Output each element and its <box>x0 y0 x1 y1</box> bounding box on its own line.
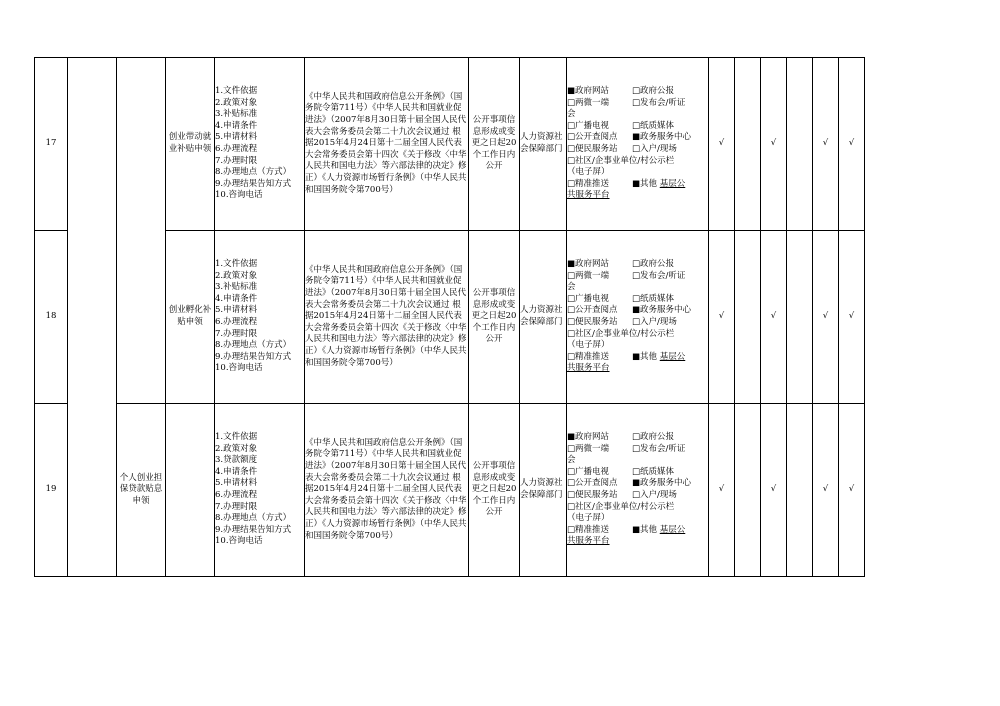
list-item: 10.咨询电话 <box>215 363 263 374</box>
list-item: 10.咨询电话 <box>215 190 263 201</box>
legal-basis: 《中华人民共和国政府信息公开条例》（国务院令第711号）《中华人民共和国就业促进法》（2007年8月30日第十届全国人民代表大会常务委员会第二十九次会议通过 根据2015年4月24日第十二届全国人民代表大会常务委员会第十四次《关于修改〈中华人民共和国电力法〉等六部法律的决定》修正）《人力资源市场暂行条例》（中华人民共和国国务院令第700号） <box>305 404 469 577</box>
check-mark: √ <box>813 404 839 577</box>
responsible-department: 人力资源社会保障部门 <box>520 231 567 404</box>
list-item: 5.申请材料 <box>215 478 258 489</box>
list-item: 4.申请条件 <box>215 293 258 304</box>
responsible-department: 人力资源社会保障部门 <box>520 58 567 231</box>
check-mark: √ <box>839 58 865 231</box>
subcategory-name: 个人创业担保贷款贴息申领 <box>117 404 166 577</box>
subcategory-cell <box>117 58 166 404</box>
list-item: 6.办理流程 <box>215 490 258 500</box>
list-item: 9.办理结果告知方式 <box>215 351 292 362</box>
list-item: 8.办理地点（方式） <box>215 513 292 524</box>
list-item: 9.办理结果告知方式 <box>215 178 292 189</box>
list-item: 6.办理流程 <box>215 144 258 154</box>
list-item: 5.申请材料 <box>215 305 258 316</box>
disclosure-channels: ■政府网站 □政府公报 □两微一端 □发布会/听证 会 □广播电视 □纸质媒体 □公开查阅点 ■政务服务中心 □便民服务站 □入户/现场 □社区/企事业单位/村公示栏 （电子屏） □精准推送 ■其他 基层公 共服务平台 <box>567 231 709 404</box>
list-item: 2.政策对象 <box>215 443 258 454</box>
row-number: 19 <box>35 404 68 577</box>
list-item: 9.办理结果告知方式 <box>215 524 292 535</box>
legal-basis: 《中华人民共和国政府信息公开条例》（国务院令第711号）《中华人民共和国就业促进法》（2007年8月30日第十届全国人民代表大会常务委员会第二十九次会议通过 根据2015年4月24日第十二届全国人民代表大会常务委员会第十四次《关于修改〈中华人民共和国电力法〉等六部法律的决定》修正）《人力资源市场暂行条例》（中华人民共和国国务院令第700号） <box>305 58 469 231</box>
check-mark: √ <box>709 404 735 577</box>
list-item: 1.文件依据 <box>215 259 258 270</box>
list-item: 7.办理时限 <box>215 155 258 166</box>
check-mark: √ <box>709 231 735 404</box>
list-item: 1.文件依据 <box>215 86 258 97</box>
list-item: 4.申请条件 <box>215 120 258 131</box>
table-row <box>35 58 865 231</box>
row-number: 17 <box>35 58 68 231</box>
row-number: 18 <box>35 231 68 404</box>
disclosure-table <box>34 57 865 577</box>
list-item: 7.办理时限 <box>215 328 258 339</box>
category-cell <box>68 58 117 577</box>
check-mark: √ <box>813 58 839 231</box>
list-item: 10.咨询电话 <box>215 536 263 547</box>
list-item: 4.申请条件 <box>215 466 258 477</box>
disclosure-channels: ■政府网站 □政府公报 □两微一端 □发布会/听证 会 □广播电视 □纸质媒体 □公开查阅点 ■政务服务中心 □便民服务站 □入户/现场 □社区/企事业单位/村公示栏 （电子屏） □精准推送 ■其他 基层公 共服务平台 <box>567 404 709 577</box>
check-mark: √ <box>839 404 865 577</box>
list-item: 8.办理地点（方式） <box>215 340 292 351</box>
item-name: 创业带动就业补贴申领 <box>166 58 215 231</box>
list-item: 3.贷款额度 <box>215 455 258 466</box>
check-mark: √ <box>761 231 787 404</box>
disclosure-items <box>215 231 305 404</box>
table-row <box>35 404 865 577</box>
item-name <box>166 404 215 577</box>
check-mark: √ <box>813 231 839 404</box>
check-mark <box>735 231 761 404</box>
list-item: 3.补贴标准 <box>215 282 258 293</box>
disclosure-channels: ■政府网站 □政府公报 □两微一端 □发布会/听证 会 □广播电视 □纸质媒体 □公开查阅点 ■政务服务中心 □便民服务站 □入户/现场 □社区/企事业单位/村公示栏 （电子屏） □精准推送 ■其他 基层公 共服务平台 <box>567 58 709 231</box>
check-mark: √ <box>709 58 735 231</box>
disclosure-items <box>215 404 305 577</box>
disclosure-time: 公开事项信息形成或变更之日起20个工作日内公开 <box>469 58 520 231</box>
list-item: 5.申请材料 <box>215 132 258 143</box>
check-mark <box>787 231 813 404</box>
list-item: 2.政策对象 <box>215 270 258 281</box>
list-item: 6.办理流程 <box>215 317 258 327</box>
check-mark <box>735 404 761 577</box>
check-mark: √ <box>761 58 787 231</box>
list-item: 3.补贴标准 <box>215 109 258 120</box>
list-item: 7.办理时限 <box>215 501 258 512</box>
list-item: 8.办理地点（方式） <box>215 167 292 178</box>
check-mark: √ <box>761 404 787 577</box>
responsible-department: 人力资源社会保障部门 <box>520 404 567 577</box>
disclosure-items <box>215 58 305 231</box>
list-item: 2.政策对象 <box>215 97 258 108</box>
item-name: 创业孵化补贴申领 <box>166 231 215 404</box>
disclosure-time: 公开事项信息形成或变更之日起20个工作日内公开 <box>469 231 520 404</box>
disclosure-time: 公开事项信息形成或变更之日起20个工作日内公开 <box>469 404 520 577</box>
check-mark: √ <box>839 231 865 404</box>
check-mark <box>787 404 813 577</box>
check-mark <box>787 58 813 231</box>
legal-basis: 《中华人民共和国政府信息公开条例》（国务院令第711号）《中华人民共和国就业促进法》（2007年8月30日第十届全国人民代表大会常务委员会第二十九次会议通过 根据2015年4月24日第十二届全国人民代表大会常务委员会第十四次《关于修改〈中华人民共和国电力法〉等六部法律的决定》修正）《人力资源市场暂行条例》（中华人民共和国国务院令第700号） <box>305 231 469 404</box>
check-mark <box>735 58 761 231</box>
list-item: 1.文件依据 <box>215 432 258 443</box>
